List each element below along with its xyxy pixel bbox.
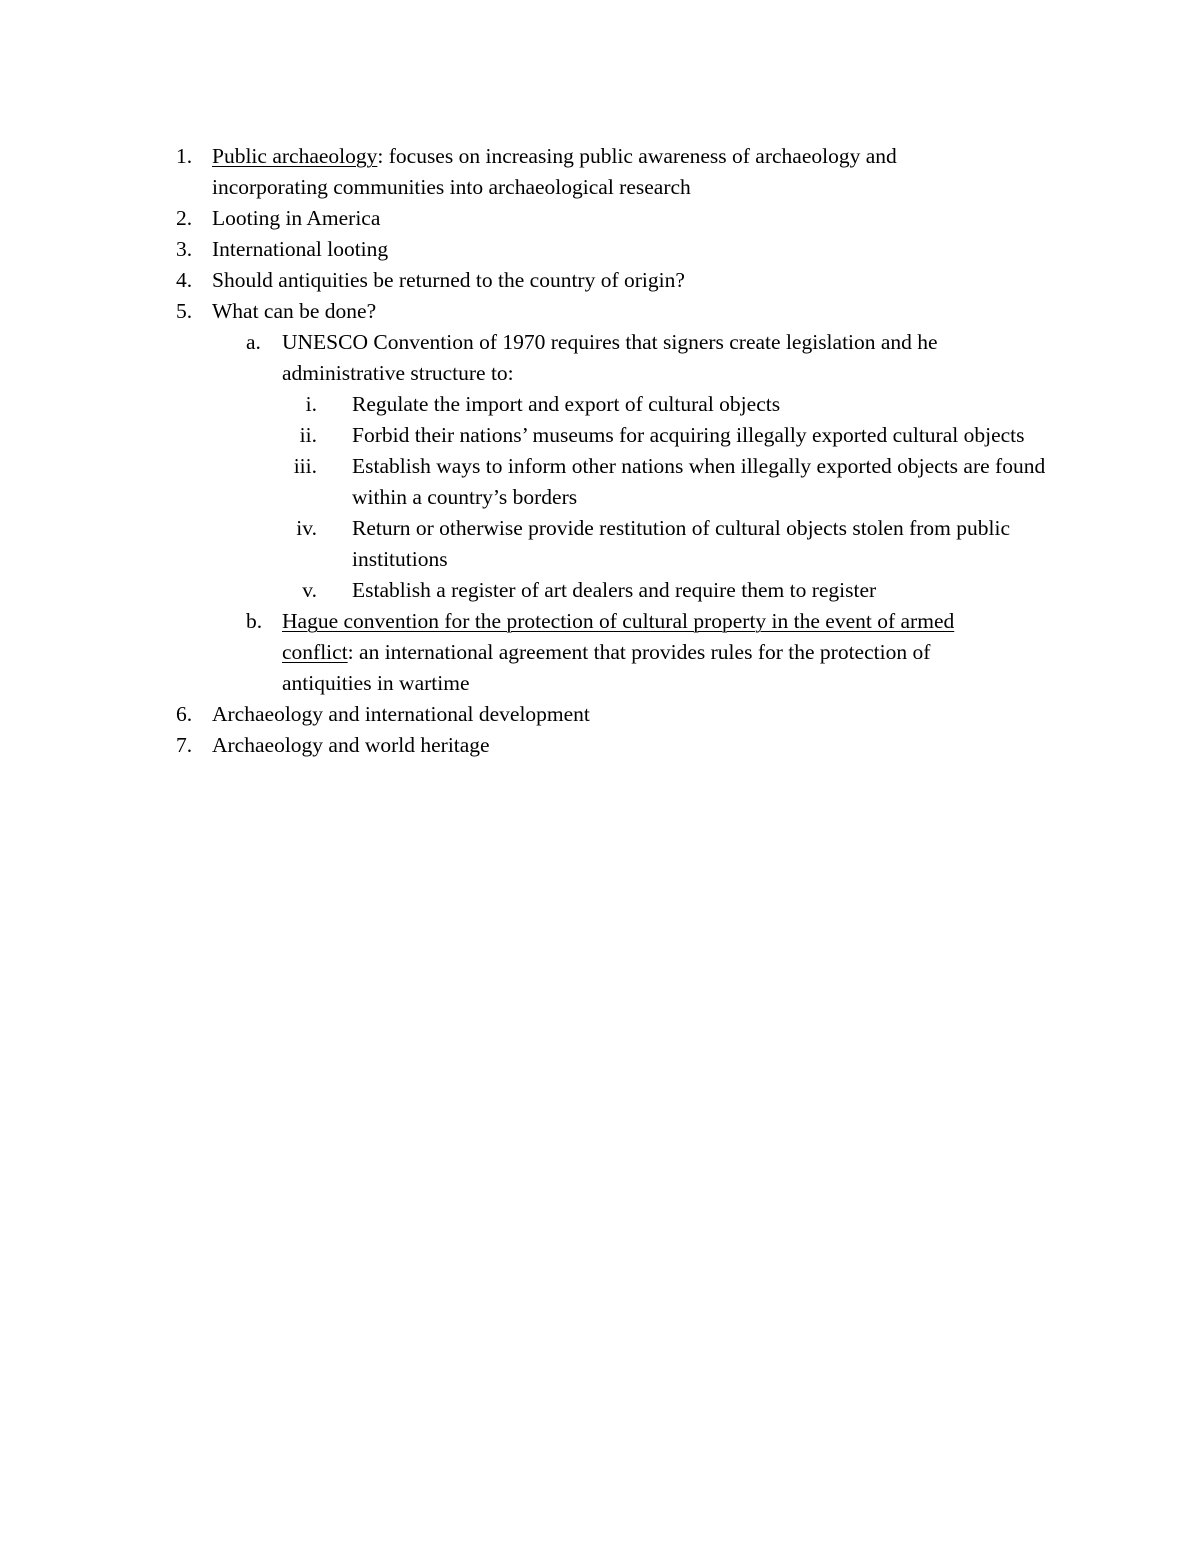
term-public-archaeology: Public archaeology bbox=[212, 144, 378, 168]
list-item-text: Archaeology and world heritage bbox=[212, 733, 490, 757]
list-marker: 6. bbox=[176, 702, 193, 726]
list-item-text: Return or otherwise provide restitution of cultural objects stolen from public institutions bbox=[352, 516, 1010, 571]
list-item-text: Establish ways to inform other nations when illegally exported objects are found within a country’s borders bbox=[352, 454, 1046, 509]
list-item-text: UNESCO Convention of 1970 requires that signers create legislation and he administrative structure to: bbox=[282, 330, 938, 385]
list-item bbox=[0, 265, 1200, 296]
list-marker: 4. bbox=[176, 268, 193, 292]
sub-sub-list-item bbox=[0, 575, 1200, 606]
list-marker: a. bbox=[246, 330, 261, 354]
term-hague-convention: Hague convention for the protection of cultural property in the event of armed conflict bbox=[282, 609, 955, 664]
list-marker: iii. bbox=[293, 454, 317, 478]
list-item bbox=[0, 296, 1200, 327]
list-marker: iv. bbox=[296, 516, 317, 540]
sub-sub-list-item bbox=[0, 389, 1200, 420]
list-marker: 1. bbox=[176, 144, 193, 168]
list-item bbox=[0, 234, 1200, 265]
list-marker: v. bbox=[302, 578, 317, 602]
term-definition: : an international agreement that provides rules for the protection of antiquities in wartime bbox=[282, 640, 931, 695]
list-marker: 3. bbox=[176, 237, 193, 261]
list-item-text: Regulate the import and export of cultural objects bbox=[352, 392, 781, 416]
list-marker: 5. bbox=[176, 299, 193, 323]
list-item bbox=[0, 203, 1200, 234]
sub-list-item bbox=[0, 327, 1200, 389]
list-marker: i. bbox=[305, 392, 317, 416]
list-item bbox=[0, 699, 1200, 730]
list-marker: ii. bbox=[299, 423, 317, 447]
list-item-text: International looting bbox=[212, 237, 389, 261]
list-item bbox=[0, 141, 1200, 203]
list-marker: 2. bbox=[176, 206, 193, 230]
list-item-text: Archaeology and international development bbox=[212, 702, 590, 726]
list-item-text: Forbid their nations’ museums for acquiring illegally exported cultural objects bbox=[352, 423, 1025, 447]
list-item-text: Should antiquities be returned to the country of origin? bbox=[212, 268, 685, 292]
list-item-text bbox=[282, 606, 1022, 699]
list-marker: 7. bbox=[176, 733, 193, 757]
list-marker: b. bbox=[246, 609, 263, 633]
list-item-text: What can be done? bbox=[212, 299, 377, 323]
list-item-text: Looting in America bbox=[212, 206, 381, 230]
sub-list-item bbox=[0, 606, 1200, 699]
sub-sub-list-item bbox=[0, 451, 1200, 513]
list-item-text: Establish a register of art dealers and require them to register bbox=[352, 578, 877, 602]
sub-sub-list-item bbox=[0, 420, 1200, 451]
sub-sub-list-item bbox=[0, 513, 1200, 575]
list-item bbox=[0, 730, 1200, 761]
term-definition: : focuses on increasing public awareness of archaeology and incorporating communities into archaeological research bbox=[212, 144, 897, 199]
outline-list bbox=[0, 141, 1200, 761]
list-item-text bbox=[212, 141, 1002, 203]
